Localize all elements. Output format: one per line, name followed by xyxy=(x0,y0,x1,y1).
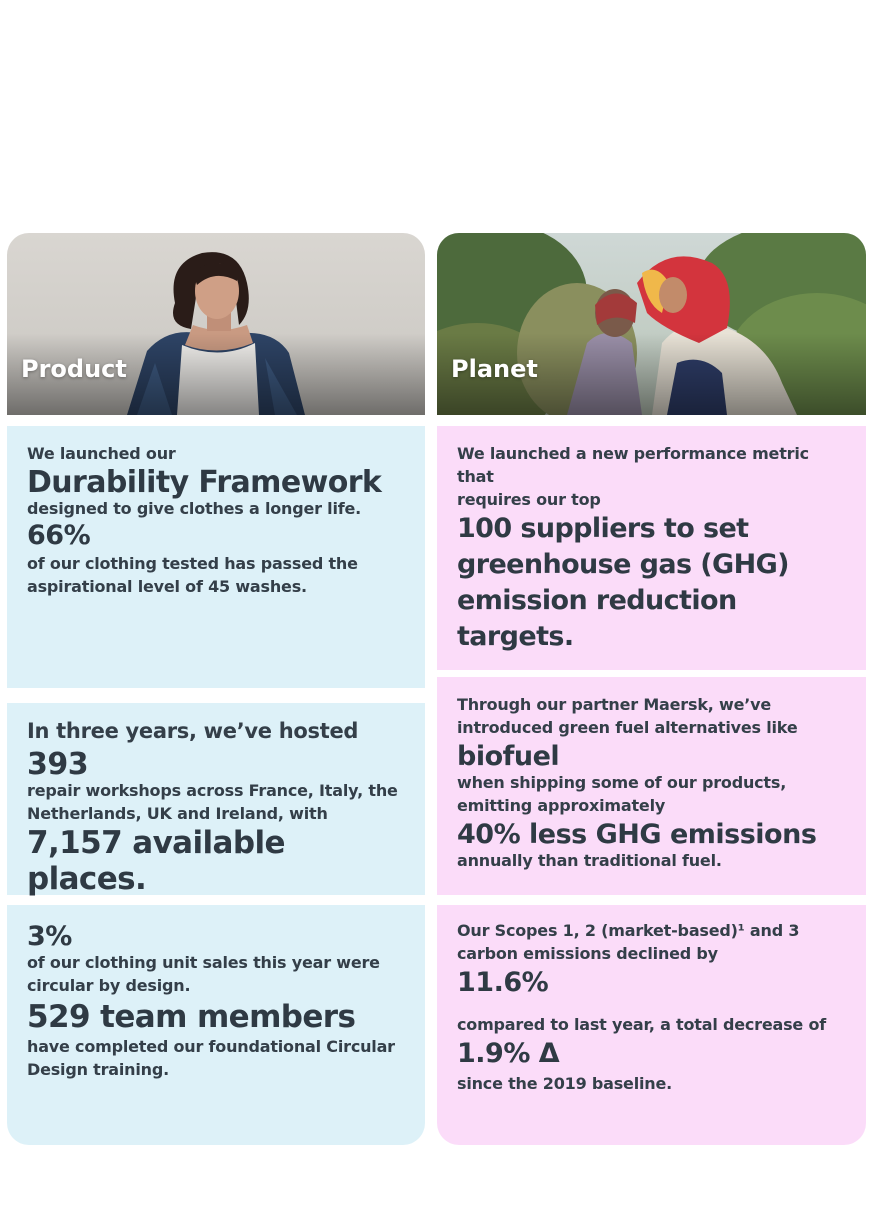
durability-detail-1: of our clothing tested has passed the xyxy=(27,554,358,573)
circular-stat: 3% xyxy=(27,921,72,952)
durability-intro: We launched our xyxy=(27,444,176,463)
emissions-stat: 11.6% xyxy=(457,967,549,998)
planet-hero-image xyxy=(437,233,866,415)
durability-card xyxy=(7,426,425,688)
biofuel-intro-2: introduced green fuel alternatives like xyxy=(457,718,798,737)
planet-column xyxy=(437,233,866,1093)
biofuel-detail-2: emitting approximately xyxy=(457,796,666,815)
product-hero-image xyxy=(7,233,425,415)
ghg-reduction-stat: 40% less GHG emissions xyxy=(457,819,817,850)
emissions-intro-1: Our Scopes 1, 2 (market-based)¹ and 3 xyxy=(457,921,800,940)
repair-intro: In three years, we’ve hosted xyxy=(27,719,359,743)
biofuel-intro-1: Through our partner Maersk, we’ve xyxy=(457,695,771,714)
team-members-stat: 529 team members xyxy=(27,999,356,1035)
ghg-intro-2: requires our top xyxy=(457,490,601,509)
product-column xyxy=(7,233,425,1079)
ghg-headline-3: emission reduction targets. xyxy=(457,585,737,652)
planet-photo xyxy=(437,233,866,415)
planet-title: Planet xyxy=(451,355,538,383)
emissions-detail: compared to last year, a total decrease of xyxy=(457,1015,826,1034)
durability-stat: 66% xyxy=(27,520,91,551)
durability-headline: Durability Framework xyxy=(27,465,382,500)
durability-detail-2: aspirational level of 45 washes. xyxy=(27,577,307,596)
product-photo xyxy=(7,233,425,415)
durability-description: designed to give clothes a longer life. xyxy=(27,499,362,518)
ghg-targets-card xyxy=(437,426,866,670)
biofuel-detail-3: annually than traditional fuel. xyxy=(457,851,722,870)
repair-workshops-card xyxy=(7,703,425,895)
emissions-card xyxy=(437,905,866,1145)
baseline-detail: since the 2019 baseline. xyxy=(457,1074,672,1093)
ghg-intro-1: We launched a new performance metric that xyxy=(457,444,809,486)
repair-detail-1: repair workshops across France, Italy, the xyxy=(27,781,398,800)
circular-detail-1: of our clothing unit sales this year were xyxy=(27,953,380,972)
training-detail-2: Design training. xyxy=(27,1060,169,1079)
repair-places: 7,157 available places. xyxy=(27,825,285,897)
training-detail-1: have completed our foundational Circular xyxy=(27,1037,395,1056)
circular-detail-2: circular by design. xyxy=(27,976,191,995)
biofuel-stat: biofuel xyxy=(457,741,560,772)
biofuel-detail-1: when shipping some of our products, xyxy=(457,773,787,792)
ghg-headline-1: 100 suppliers to set xyxy=(457,513,749,544)
repair-stat: 393 xyxy=(27,747,89,782)
baseline-stat: 1.9% Δ xyxy=(457,1038,560,1069)
repair-detail-2: Netherlands, UK and Ireland, with xyxy=(27,804,328,823)
emissions-intro-2: carbon emissions declined by xyxy=(457,944,718,963)
biofuel-card xyxy=(437,677,866,895)
circular-design-card xyxy=(7,905,425,1145)
product-title: Product xyxy=(21,355,127,383)
ghg-headline-2: greenhouse gas (GHG) xyxy=(457,549,789,580)
